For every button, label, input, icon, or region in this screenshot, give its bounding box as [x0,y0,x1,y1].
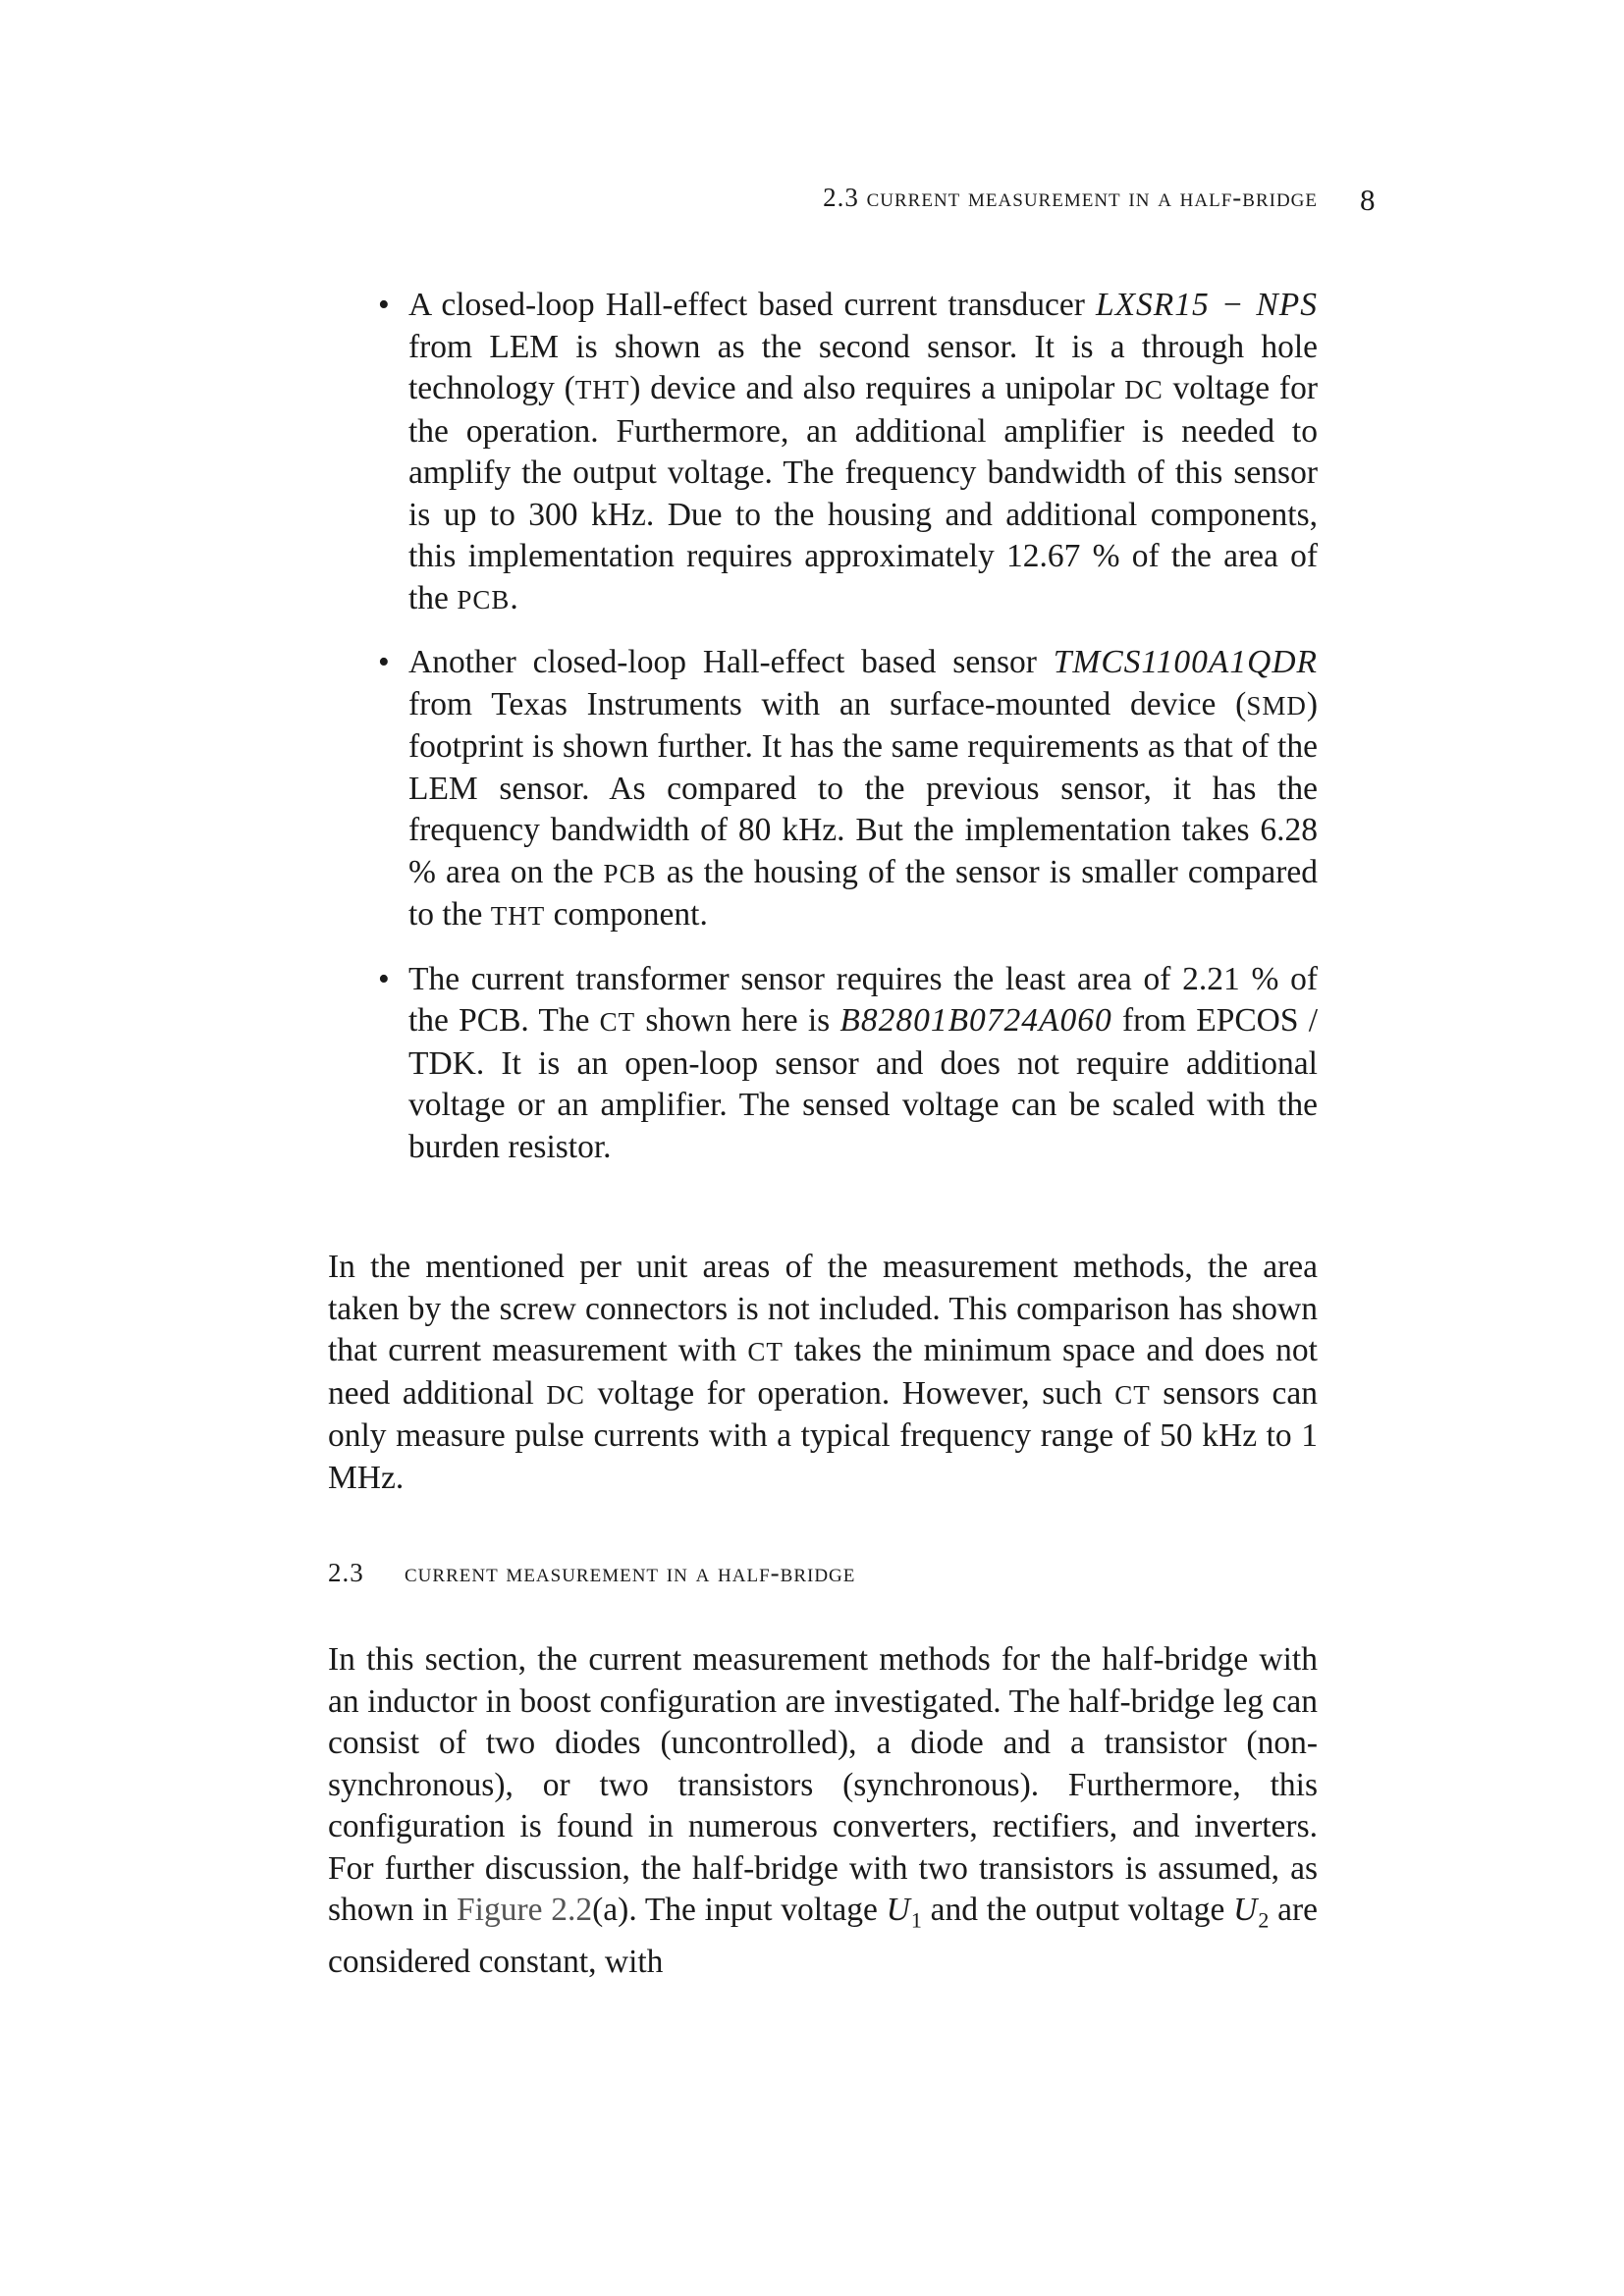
bullet-text [408,959,1318,1169]
text-run: Another closed-loop Hall-effect based sensor [408,644,1054,680]
math-symbol: B82801B0724A060 [839,1002,1112,1039]
abbreviation: DC [1124,375,1164,404]
text-run: In this section, the current measurement methods for the half-bridge with an inductor in boost configuration are investigated. The half-bridge leg can consist of two diodes (uncontrolled), a diode and a transistor (non-synchronous), or two transistors (synchronous). Furthermore, this configuration is found in numerous converters, rectifiers, and inverters. For further discussion, the half-bridge with two transistors is assumed, as shown in [328,1641,1318,1928]
bullet-item [328,285,1318,620]
bullet-dot: • [378,287,390,323]
paragraph [328,1247,1318,1499]
abbreviation: PCB [457,584,511,614]
page-number: 8 [1360,183,1376,217]
section-title: current measurement in a half-bridge [405,1558,856,1587]
bullet-text [408,642,1318,937]
bullet-item [328,642,1318,937]
abbreviation: CT [1114,1379,1151,1410]
text-run: as the housing of the sensor is smaller compared to the [408,853,1318,933]
section-heading [328,1558,855,1588]
text-run: from EPCOS / TDK. It is an open-loop sensor and does not require additional voltage or an amplifier. The sensed voltage can be scaled with the burden resistor. [408,1002,1318,1165]
text-run: . [510,579,518,616]
section-number: 2.3 [328,1558,364,1587]
text-run: (a). The input voltage [592,1892,887,1928]
abbreviation: THT [574,375,630,404]
text-run: voltage for operation. However, such [584,1374,1115,1412]
abbreviation: SMD [1246,690,1307,721]
bullet-item [328,959,1318,1169]
text-run: ) footprint is shown further. It has the same requirements as that of the LEM sensor. As compared to the previous sensor, it has the frequency bandwidth of 80 kHz. But the implementation takes 6.28 % area on the [408,685,1318,890]
abbreviation: CT [747,1337,784,1366]
paragraph-text [328,1639,1318,1984]
bullet-dot: • [378,960,390,997]
text-run: component. [545,896,708,933]
running-head-text: 2.3 current measurement in a half-bridge [823,183,1318,212]
running-head [619,183,1318,213]
text-run: shown here is [635,1002,840,1039]
figure-reference[interactable]: Figure 2.2 [457,1892,593,1928]
math-symbol: U [886,1892,911,1928]
abbreviation: PCB [603,858,657,888]
math-symbol: LXSR15 − NPS [1095,287,1318,323]
bullet-text [408,285,1318,620]
text-run: ) device and also requires a unipolar [629,370,1125,406]
text-run: sensors can only measure pulse currents with a typical frequency range of 50 kHz to 1 MHz. [328,1374,1318,1496]
text-run: The current transformer sensor requires the least area of 2.21 % of the PCB. The [408,960,1318,1039]
bullet-dot: • [378,644,390,680]
text-run: voltage for the operation. Furthermore, an additional amplifier is needed to amplify the output voltage. The frequency bandwidth of this sensor is up to 300 kHz. Due to the housing and additional components, this implementation requires approximately 12.67 % of the area of the [408,370,1318,616]
text-run: are considered constant, with [328,1892,1318,1981]
paragraph-text [328,1247,1318,1499]
text-run: and the output voltage [921,1892,1234,1928]
text-run: A closed-loop Hall-effect based current transducer [408,287,1096,323]
text-run: from LEM is shown as the second sensor. It is a through hole technology ( [408,328,1318,406]
math-symbol: TMCS1100A1QDR [1053,644,1318,680]
math-symbol: U [1233,1892,1259,1928]
abbreviation: CT [599,1007,636,1037]
text-run: from Texas Instruments with an surface-mounted device ( [408,685,1247,722]
abbreviation: THT [490,901,546,931]
subscript: 2 [1258,1907,1270,1933]
subscript: 1 [910,1907,922,1933]
bullet-list [328,285,1318,1190]
abbreviation: DC [546,1379,585,1410]
text-run: In the mentioned per unit areas of the measurement methods, the area taken by the screw connectors is not included. This comparison has shown that current measurement with [328,1249,1318,1368]
text-run: takes the minimum space and does not need additional [328,1332,1318,1412]
paragraph [328,1639,1318,1984]
